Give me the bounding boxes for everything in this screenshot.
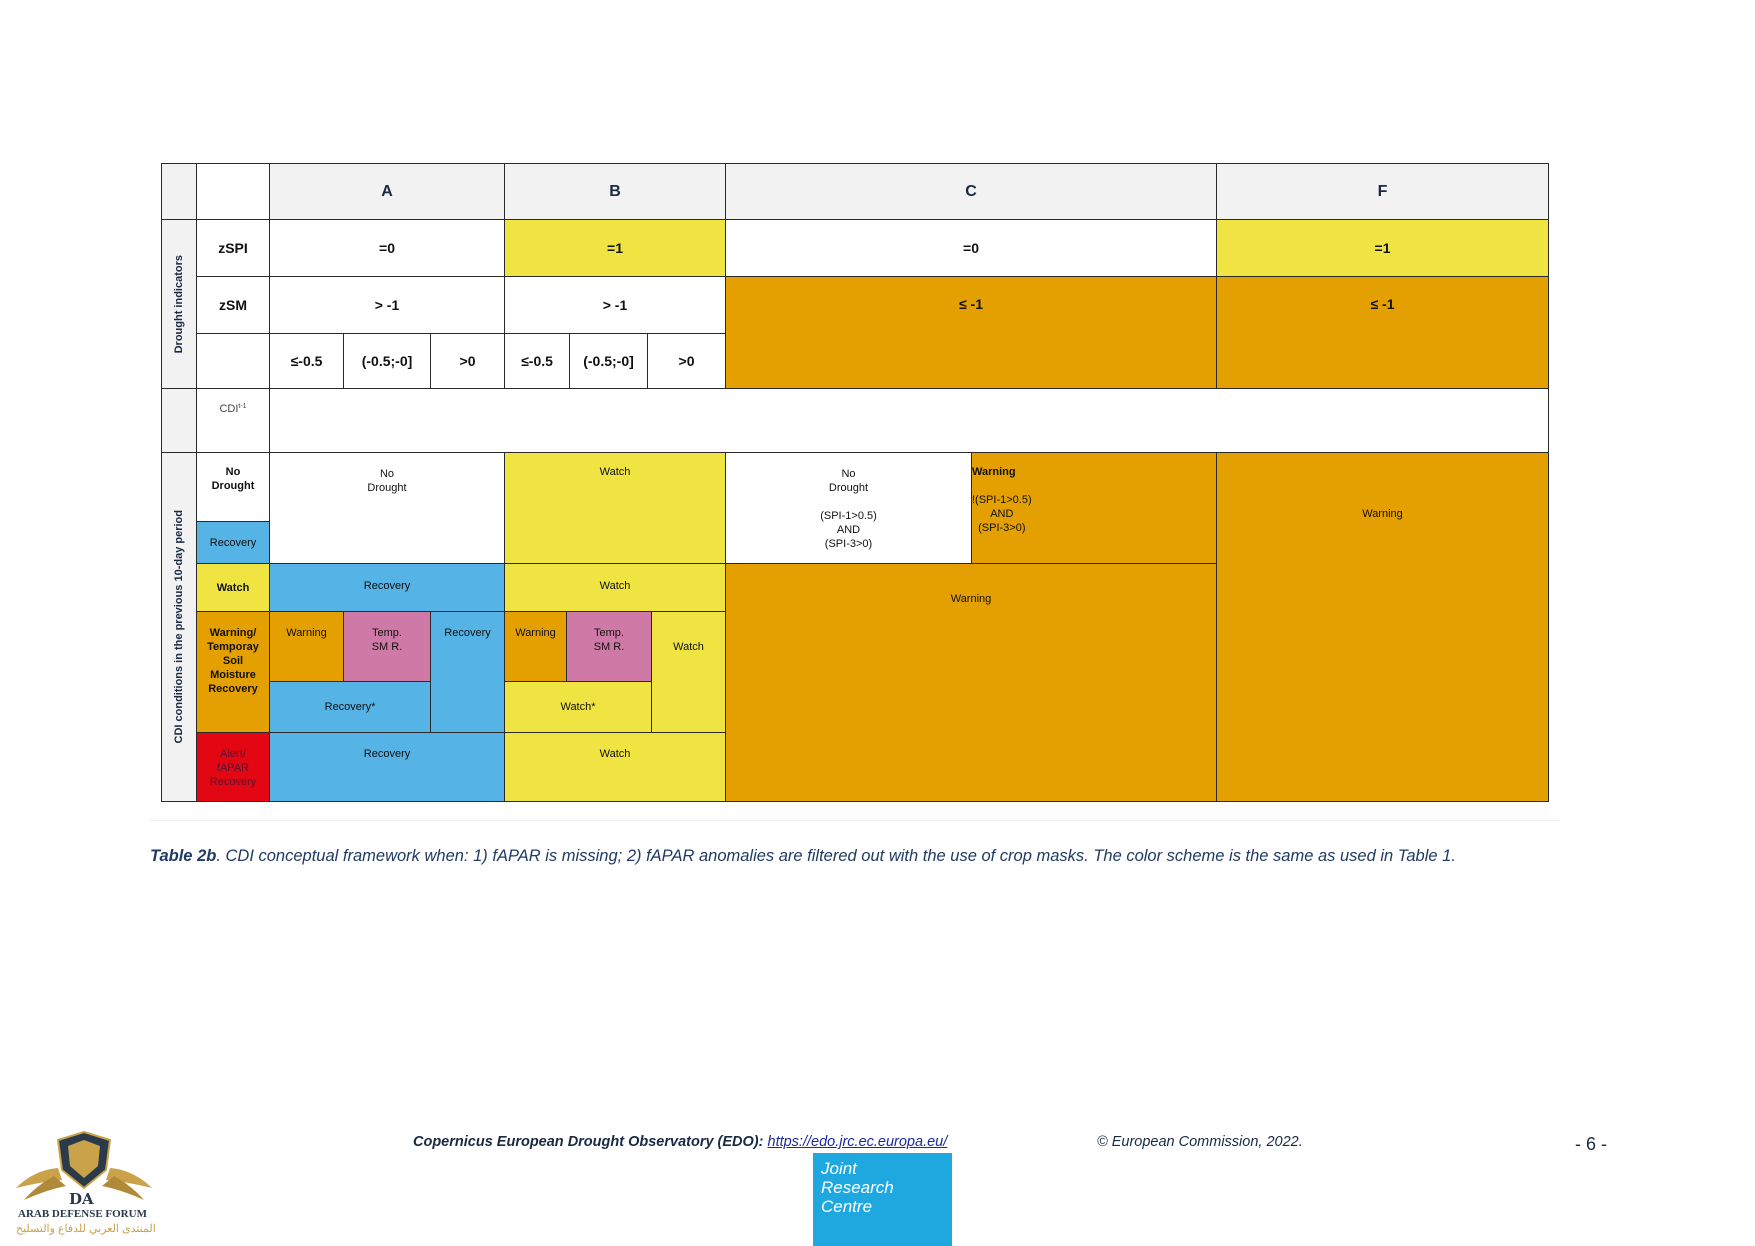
caption-label: Table 2b: [150, 847, 217, 865]
corner-cell: [161, 163, 197, 220]
fapar-bin-a-3: >0: [430, 333, 505, 389]
b-watch-top: Watch: [504, 452, 726, 564]
cdi-conditions-label: CDI conditions in the previous 10-day period: [173, 510, 185, 744]
logo-text-en: ARAB DEFENSE FORUM: [18, 1208, 147, 1220]
c-no-drought: No Drought (SPI-1>0.5) AND (SPI-3>0): [725, 452, 972, 564]
fapar-bin-b-1: ≤-0.5: [504, 333, 570, 389]
fapar-bin-a-1: ≤-0.5: [269, 333, 344, 389]
cdi-t1-spacer: [269, 388, 1549, 453]
drought-indicators-group: [161, 219, 197, 389]
cdi-label-sub: t-1: [238, 403, 247, 410]
b-watch-star: Watch*: [504, 681, 652, 733]
footer-source: [413, 1134, 947, 1150]
a-recovery-right: Recovery: [430, 611, 505, 733]
row-label-watch: Watch: [196, 563, 270, 612]
logo-monogram: DA: [69, 1190, 94, 1208]
b-watch-alert: Watch: [504, 732, 726, 802]
cdi-label-text: CDI: [219, 403, 239, 415]
drought-indicators-label: Drought indicators: [173, 254, 185, 354]
c-warning: Warning: [725, 563, 1217, 802]
a-recovery-star: Recovery*: [269, 681, 431, 733]
b-watch-row: Watch: [504, 563, 726, 612]
caption-rule: [150, 820, 1560, 821]
cdi-t1-label: [196, 388, 270, 453]
row-label-no-drought: No Drought: [196, 452, 270, 522]
c-warning-title: Warning: [972, 466, 1016, 478]
b-warning: Warning: [504, 611, 567, 682]
a-temp-sm: Temp. SM R.: [343, 611, 431, 682]
a-no-drought: No Drought: [269, 452, 505, 564]
zspi-c: =0: [725, 219, 1217, 277]
arab-defense-forum-logo: [14, 1130, 154, 1238]
footer-observatory: Copernicus European Drought Observatory (EDO):: [413, 1134, 764, 1150]
col-header-a: A: [269, 163, 505, 220]
zspi-a: =0: [269, 219, 505, 277]
zspi-label: zSPI: [196, 219, 270, 277]
footer-copyright: © European Commission, 2022.: [1097, 1134, 1303, 1150]
fapar-bin-a-2: (-0.5;-0]: [343, 333, 431, 389]
page-number: - 6 -: [1575, 1134, 1608, 1154]
zsm-f: ≤ -1: [1216, 276, 1549, 389]
fapar-bin-b-3: >0: [647, 333, 726, 389]
b-watch-right: Watch: [651, 611, 726, 733]
zsm-a: > -1: [269, 276, 505, 334]
zspi-f: =1: [1216, 219, 1549, 277]
logo-text-ar: المنتدى العربي للدفاع والتسليح: [16, 1223, 156, 1235]
f-warning: Warning: [1216, 452, 1549, 802]
col-header-b: B: [504, 163, 726, 220]
cdi-group-empty: [161, 388, 197, 453]
c-warning-conditional: [971, 452, 1217, 564]
a-recovery-alert: Recovery: [269, 732, 505, 802]
zspi-b: =1: [504, 219, 726, 277]
jrc-logo: Joint Research Centre: [813, 1153, 952, 1246]
fapar-bin-b-2: (-0.5;-0]: [569, 333, 648, 389]
caption-text: . CDI conceptual framework when: 1) fAPAR is missing; 2) fAPAR anomalies are filtered out with the use of crop masks. The color scheme is the same as used in Table 1.: [216, 847, 1456, 865]
a-recovery-watch: Recovery: [269, 563, 505, 612]
c-warning-cond: !(SPI-1>0.5) AND (SPI-3>0): [972, 494, 1032, 534]
footer-link[interactable]: https://edo.jrc.ec.europa.eu/: [767, 1134, 948, 1150]
fapar-label-empty: [196, 333, 270, 389]
col-header-c: C: [725, 163, 1217, 220]
a-warning: Warning: [269, 611, 344, 682]
col-header-f: F: [1216, 163, 1549, 220]
row-label-recovery: Recovery: [196, 521, 270, 564]
zsm-label: zSM: [196, 276, 270, 334]
b-temp-sm: Temp. SM R.: [566, 611, 652, 682]
zsm-b: > -1: [504, 276, 726, 334]
zsm-c: ≤ -1: [725, 276, 1217, 389]
row-label-warning-temp: Warning/ Temporay Soil Moisture Recovery: [196, 611, 270, 733]
cdi-conditions-group: [161, 452, 197, 802]
corner-cell-2: [196, 163, 270, 220]
row-label-alert: Alert/ fAPAR Recovery: [196, 732, 270, 802]
table-caption: [150, 847, 1610, 866]
